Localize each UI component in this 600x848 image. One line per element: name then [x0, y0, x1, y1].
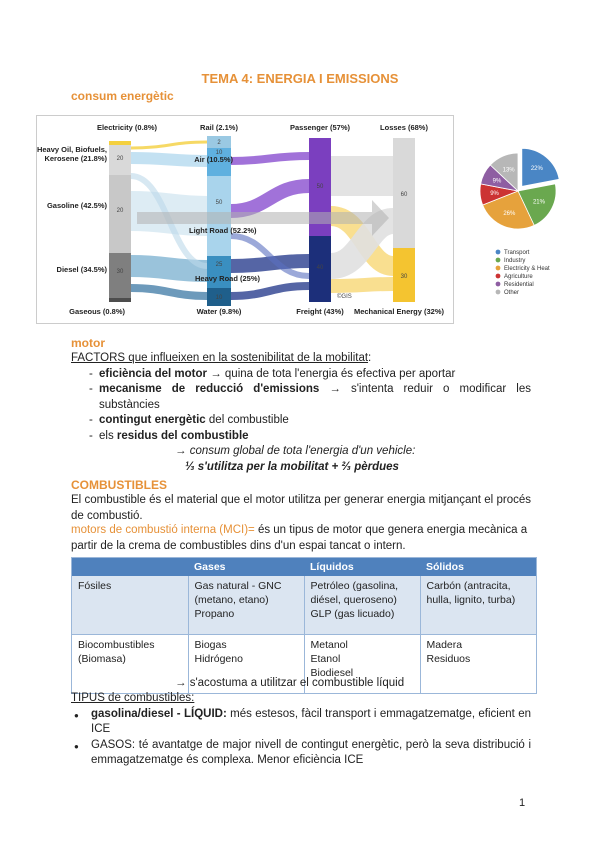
label-rail: Rail (2.1%) — [200, 123, 238, 132]
tipus-block — [71, 691, 531, 769]
legend-label: Other — [504, 290, 520, 296]
col-gases: Gases — [188, 558, 304, 577]
svg-text:20: 20 — [116, 156, 124, 162]
table-row: Fósiles Gas natural - GNC (metano, etano) Propano Petróleo (gasolina, diésel, queroseno) GLP (gas licuado) Carbón (antracita, hulla, lignito, turba) — [72, 576, 537, 635]
svg-text:2: 2 — [217, 140, 221, 146]
note-consum: → consum global de tota l'energia d'un vehicle: — [175, 445, 416, 457]
label-passenger: Passenger (57%) — [289, 123, 351, 132]
fuel-table — [71, 557, 537, 694]
legend-label: Residential — [504, 282, 534, 288]
label-air: Air (10.5%) — [194, 155, 233, 164]
table-row: Biocombustibles (Biomasa) Biogas Hidrógeno Metanol Etanol Biodiesel Madera Residuos — [72, 635, 537, 694]
list-item: - eficiència del motor → quina de tota l'energia és efectiva per aportar — [71, 367, 531, 383]
pie-value-label: 26% — [503, 210, 516, 217]
legend-swatch — [496, 266, 501, 271]
legend-swatch — [496, 258, 501, 263]
svg-text:25: 25 — [215, 262, 223, 268]
legend-swatch — [496, 290, 501, 295]
label-electricity: Electricity (0.8%) — [96, 123, 157, 132]
list-item: - contingut energètic del combustible — [71, 413, 531, 429]
bar-heavy-road — [207, 256, 231, 288]
label-gaseous: Gaseous (0.8%) — [69, 307, 125, 316]
col-liquidos: Líquidos — [304, 558, 420, 577]
col-solidos: Sólidos — [420, 558, 537, 577]
label-freight: Freight (43%) — [296, 307, 344, 316]
svg-text:20: 20 — [116, 208, 124, 214]
list-item: - els residus del combustible — [71, 429, 531, 445]
bar-electricity — [109, 141, 131, 145]
pie-figure — [462, 146, 584, 306]
legend-swatch — [496, 282, 501, 287]
svg-text:50: 50 — [215, 200, 223, 206]
bar-gasoline — [109, 175, 131, 253]
svg-text:50: 50 — [316, 184, 324, 190]
motor-heading: motor — [71, 336, 105, 350]
page-title: TEMA 4: ENERGIA I EMISSIONS — [201, 71, 399, 86]
combustibles-heading: COMBUSTIBLES — [71, 478, 167, 492]
label-light-road: Light Road (52.2%) — [189, 226, 257, 235]
svg-text:60: 60 — [400, 192, 408, 198]
pie-value-label: 21% — [532, 199, 545, 206]
list-item: - mecanisme de reducció d'emissions → s'intenta reduir o modificar les substàncies — [71, 382, 531, 413]
page-number: 1 — [519, 797, 526, 809]
svg-text:30: 30 — [400, 274, 408, 280]
list-item: ● GASOS: té avantatge de major nivell de contingut energètic, però la seva distribució i emmagatzematge és complexa. Menor eficiència ICE — [71, 738, 531, 769]
label-losses: Losses (68%) — [380, 123, 428, 132]
section-subheading-energy: consum energètic — [71, 89, 174, 103]
legend-label: Transport — [504, 250, 530, 256]
label-diesel: Diesel (34.5%) — [56, 265, 107, 274]
label-heavy-road: Heavy Road (25%) — [195, 274, 261, 283]
factors-block: FACTORS que influeixen en la sostenibilitat de la mobilitat: - eficiència del motor → quina de tota l'energia és efectiva per aportar - mecanisme de reducció d'emissions → s'intenta reduir o modificar les substàncies - contingut energètic del combustible - els residus del combustible → consum global de tota l'energia d'un vehicle: ⅓ s'utilitza per la mobilitat + ⅔ pèrdues — [71, 351, 531, 475]
combustible-definition: El combustible és el material que el motor utilitza per generar energia mitjançant el procés de combustió. — [71, 494, 531, 522]
label-gasoline: Gasoline (42.5%) — [46, 201, 107, 210]
label-mechanical: Mechanical Energy (32%) — [353, 307, 445, 316]
factors-title: FACTORS que influeixen en la sostenibilitat de la mobilitat — [71, 352, 369, 364]
bar-diesel — [109, 253, 131, 298]
mci-definition: motors de combustió interna (MCI)= és un tipus de motor que genera energia mecànica a partir de la crema de combustibles dins d'un espai tancat o intern. — [71, 524, 528, 552]
svg-text:10: 10 — [215, 150, 223, 156]
legend-label: Industry — [504, 258, 526, 264]
list-item: ● gasolina/diesel - LÍQUID: més estesos, fàcil transport i emmagatzematge, eficient en ICE — [71, 707, 531, 738]
label-water: Water (9.8%) — [196, 307, 242, 316]
label-heavy-oil-2: Kerosene (21.8%) — [44, 154, 107, 163]
legend-swatch — [496, 274, 501, 279]
tipus-title: TIPUS de combustibles: — [71, 692, 195, 704]
watermark: ©GIS — [337, 294, 352, 300]
svg-text:10: 10 — [215, 295, 223, 301]
pie-value-label: 9% — [492, 178, 502, 185]
tipus-list — [71, 707, 531, 769]
legend-label: Electricity & Heat — [504, 266, 550, 272]
factors-list — [71, 367, 531, 445]
note-fraction: ⅓ s'utilitza per la mobilitat + ⅔ pèrdues — [185, 460, 399, 473]
svg-text:30: 30 — [116, 269, 124, 275]
pie-value-label: 9% — [490, 191, 499, 198]
label-heavy-oil-1: Heavy Oil, Biofuels, — [37, 145, 107, 154]
legend-swatch — [496, 250, 501, 255]
pie-value-label: 22% — [530, 166, 543, 173]
bar-gaseous — [109, 298, 131, 302]
note-liquid: → s'acostuma a utilitzar el combustible líquid — [175, 677, 405, 689]
svg-text:40: 40 — [316, 265, 324, 271]
sankey-figure — [36, 115, 454, 324]
pie-value-label: 13% — [502, 167, 515, 174]
legend-label: Agriculture — [504, 274, 533, 280]
